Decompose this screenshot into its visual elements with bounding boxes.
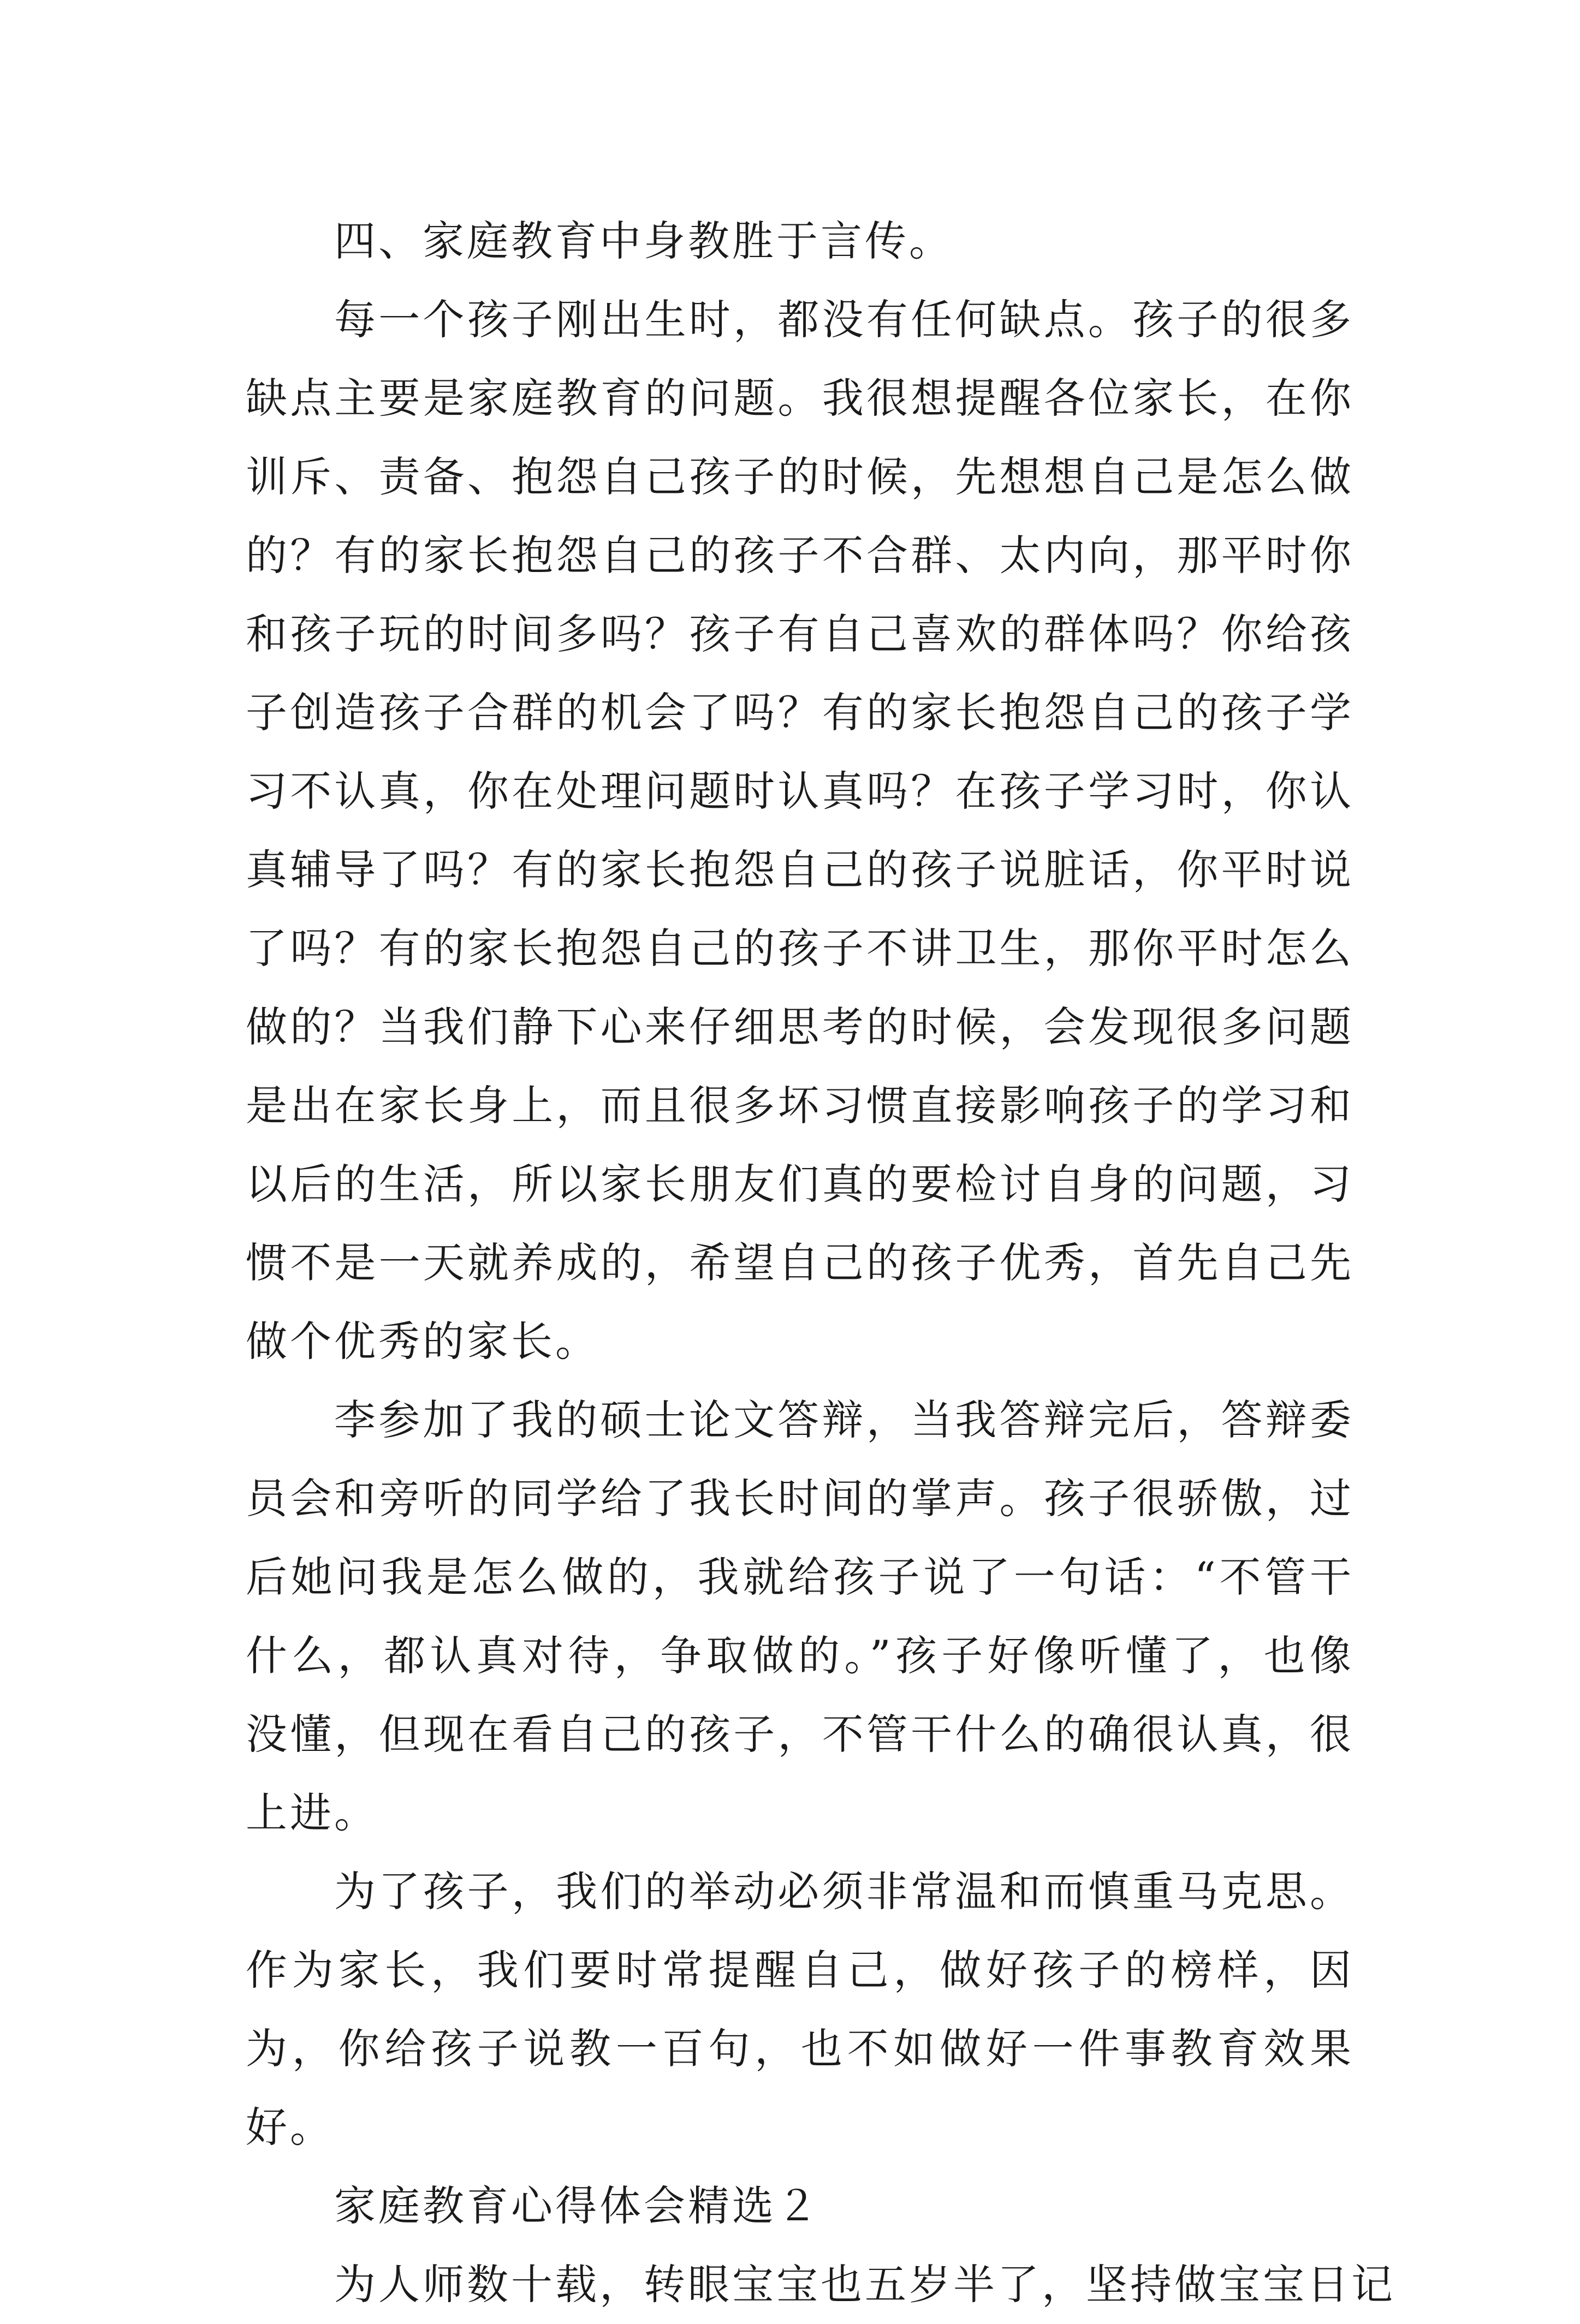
section-title: 家庭教育心得体会精选２ [334, 2182, 821, 2230]
paragraph: 为了孩子，我们的举动必须非常温和而慎重马克思。作为家长，我们要时常提醒自己，做好孩子的榜样，因为，你给孩子说教一百句，也不如做好一件事教育效果好。 [246, 1867, 1354, 2152]
paragraph-start: 为人师数十载，转眼宝宝也五岁半了，坚持做宝宝日记 [334, 2260, 1395, 2309]
document-body [246, 202, 1395, 2324]
section-heading: 四、家庭教育中身教胜于言传。 [334, 217, 953, 265]
paragraph: 李参加了我的硕士论文答辩，当我答辩完后，答辩委员会和旁听的同学给了我长时间的掌声。孩子很骄傲，过后她问我是怎么做的，我就给孩子说了一句话：“不管干什么，都认真对待，争取做的。”孩子好像听懂了，也像没懂，但现在看自己的孩子，不管干什么的确很认真，很上进。 [246, 1396, 1354, 1837]
paragraph: 每一个孩子刚出生时，都没有任何缺点。孩子的很多缺点主要是家庭教育的问题。我很想提醒各位家长，在你训斥、责备、抱怨自己孩子的时候，先想想自己是怎么做的？有的家长抱怨自己的孩子不合群、太内向，那平时你和孩子玩的时间多吗？孩子有自己喜欢的群体吗？你给孩子创造孩子合群的机会了吗？有的家长抱怨自己的孩子学习不认真，你在处理问题时认真吗？在孩子学习时，你认真辅导了吗？有的家长抱怨自己的孩子说脏话，你平时说了吗？有的家长抱怨自己的孩子不讲卫生，那你平时怎么做的？当我们静下心来仔细思考的时候，会发现很多问题是出在家长身上，而且很多坏习惯直接影响孩子的学习和以后的生活，所以家长朋友们真的要检讨自身的问题，习惯不是一天就养成的，希望自己的孩子优秀，首先自己先做个优秀的家长。 [246, 295, 1354, 1366]
